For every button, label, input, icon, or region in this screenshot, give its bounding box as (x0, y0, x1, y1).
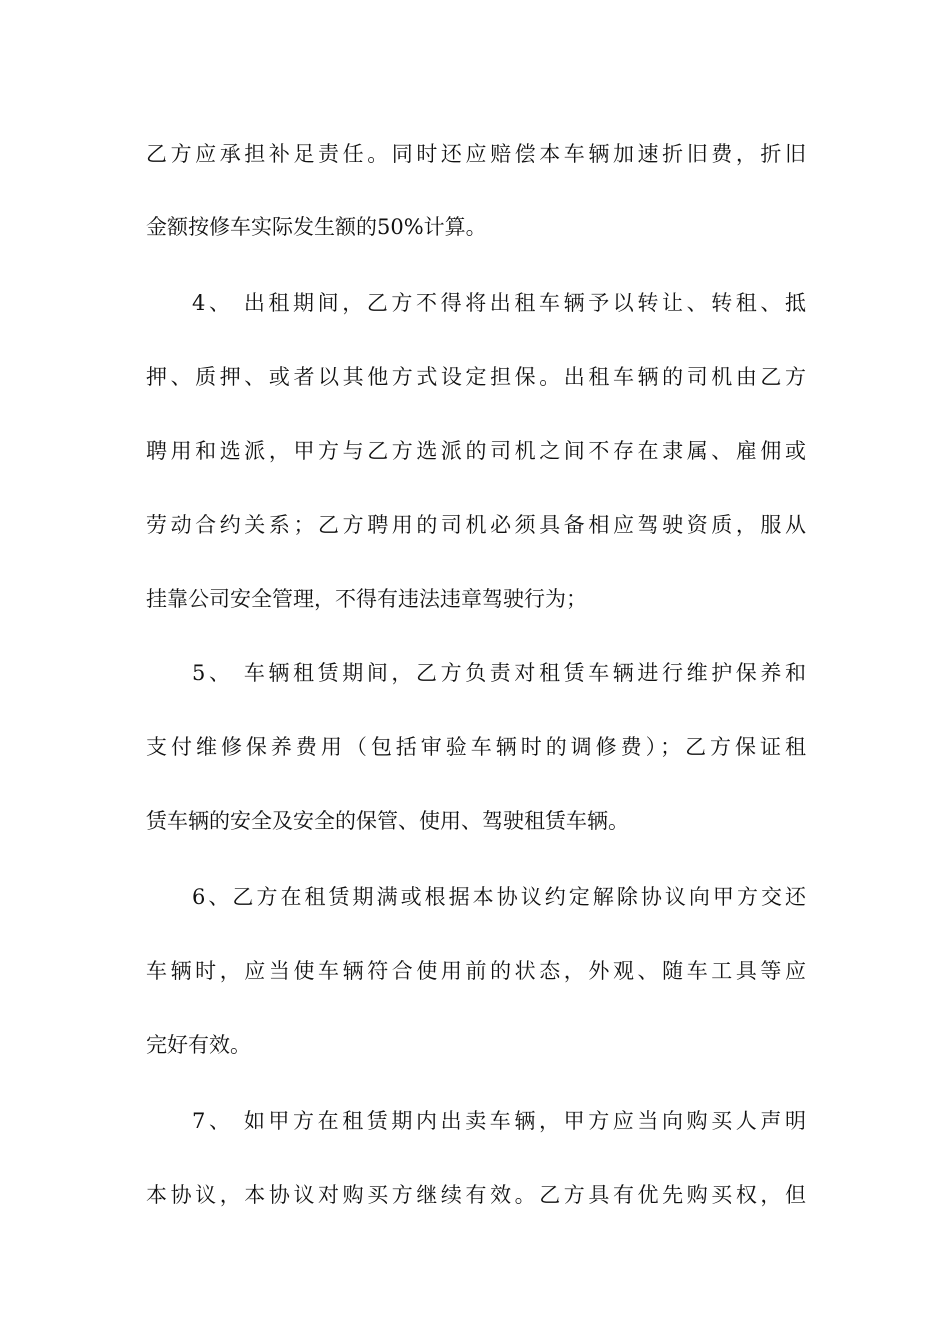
paragraph-6-first-line: 6、乙方在租赁期满或根据本协议约定解除协议向甲方交还 (192, 885, 806, 909)
text-line: 完好有效。 (146, 1033, 251, 1057)
text-line: 聘用和选派，甲方与乙方选派的司机之间不存在隶属、雇佣或 (146, 439, 806, 463)
text-line: 押、质押、或者以其他方式设定担保。出租车辆的司机由乙方 (146, 365, 806, 389)
text-line: 支付维修保养费用（包括审验车辆时的调修费）；乙方保证租 (146, 735, 806, 759)
paragraph-5-first-line: 5、 车辆租赁期间，乙方负责对租赁车辆进行维护保养和 (192, 661, 806, 685)
text-line: 乙方应承担补足责任。同时还应赔偿本车辆加速折旧费，折旧 (146, 142, 806, 166)
text-line: 本协议，本协议对购买方继续有效。乙方具有优先购买权，但 (146, 1183, 806, 1207)
text-line: 金额按修车实际发生额的50%计算。 (146, 215, 487, 239)
text-line: 赁车辆的安全及安全的保管、使用、驾驶租赁车辆。 (146, 809, 629, 833)
text-line: 劳动合约关系；乙方聘用的司机必须具备相应驾驶资质，服从 (146, 513, 806, 537)
paragraph-4-first-line: 4、 出租期间，乙方不得将出租车辆予以转让、转租、抵 (192, 291, 806, 315)
text-line: 车辆时，应当使车辆符合使用前的状态，外观、随车工具等应 (146, 959, 806, 983)
paragraph-7-first-line: 7、 如甲方在租赁期内出卖车辆，甲方应当向购买人声明 (192, 1109, 806, 1133)
text-line: 挂靠公司安全管理，不得有违法违章驾驶行为； (146, 587, 587, 611)
